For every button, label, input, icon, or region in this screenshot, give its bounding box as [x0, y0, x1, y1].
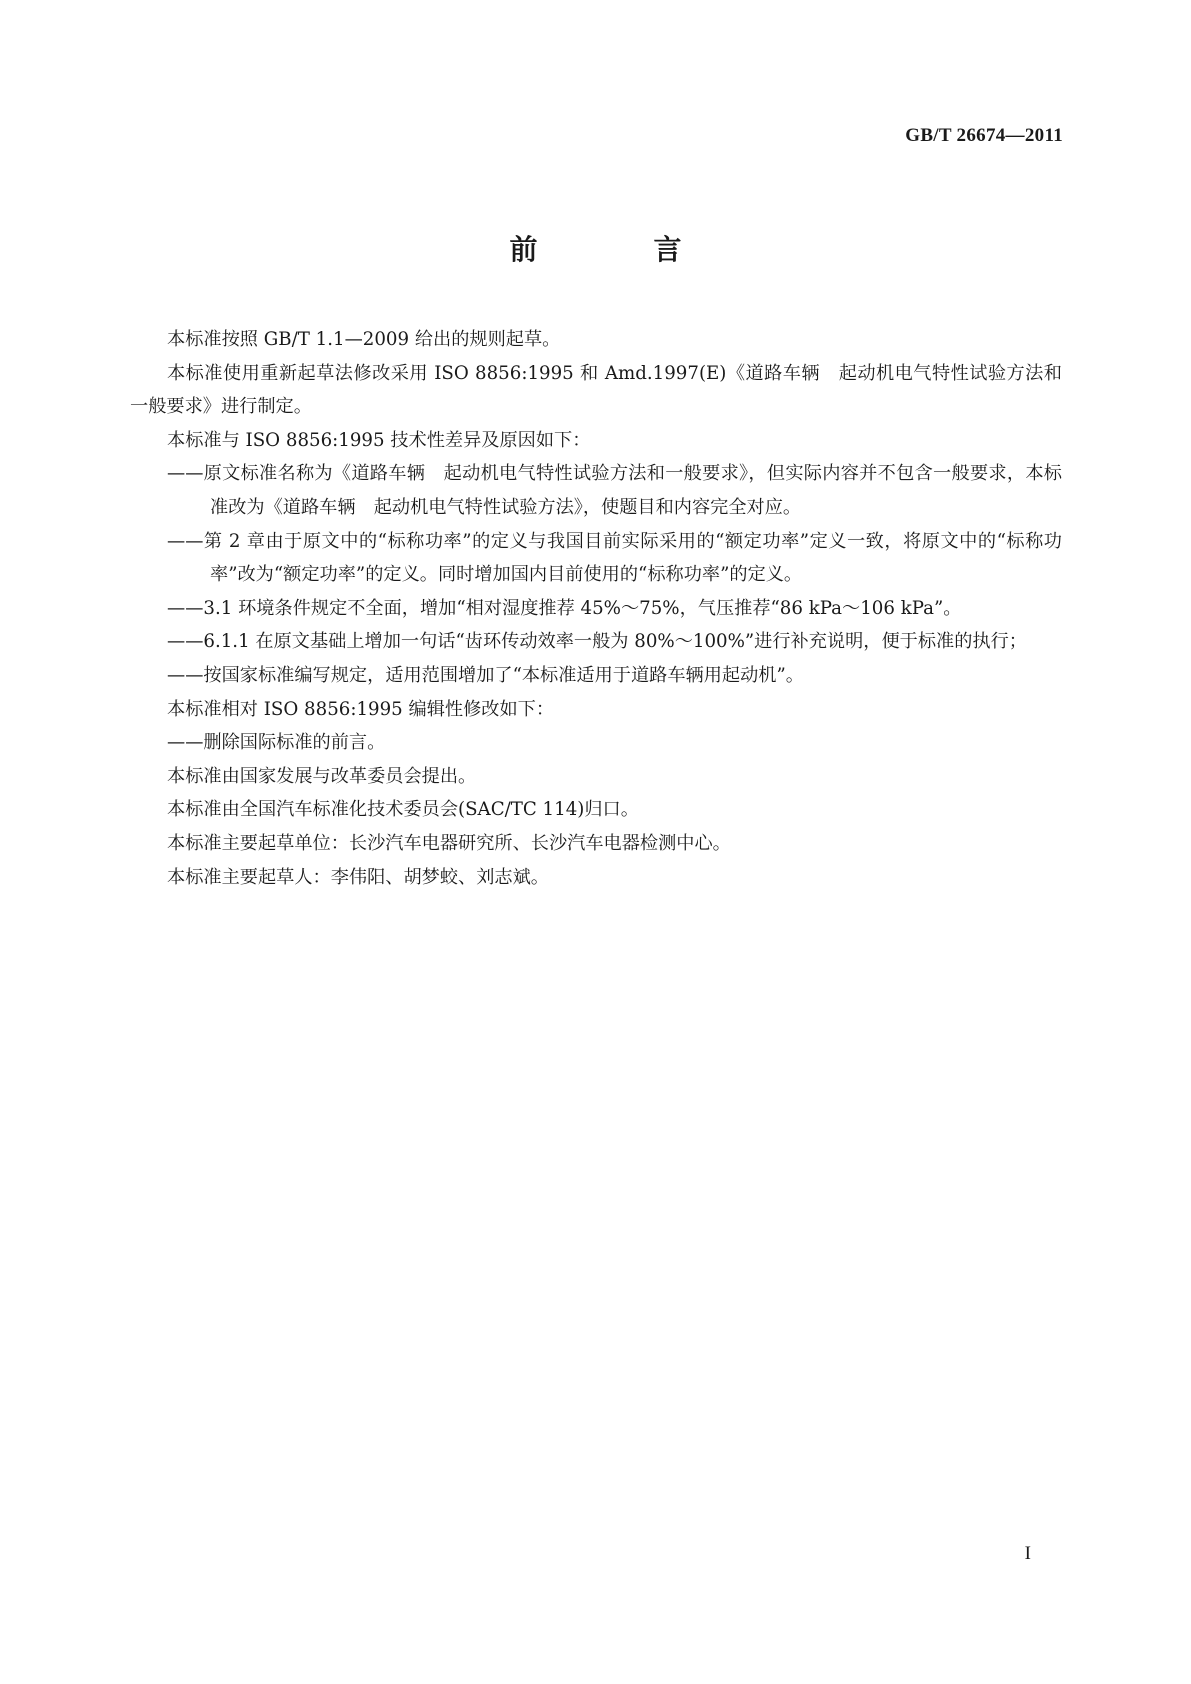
paragraph-editorial-changes: 本标准相对 ISO 8856:1995 编辑性修改如下： — [167, 698, 555, 720]
list-item-scope: ——按国家标准编写规定，适用范围增加了“本标准适用于道路车辆用起动机”。 — [167, 664, 804, 686]
paragraph-drafting-units: 本标准主要起草单位：长沙汽车电器研究所、长沙汽车电器检测中心。 — [167, 832, 731, 854]
paragraph-proposer: 本标准由国家发展与改革委员会提出。 — [167, 765, 477, 787]
list-item-section-3-1: ——3.1 环境条件规定不全面，增加“相对湿度推荐 45%～75%，气压推荐“86 kPa～106 kPa”。 — [167, 597, 962, 619]
list-item-remove-foreword: ——删除国际标准的前言。 — [167, 732, 386, 754]
foreword-body — [130, 323, 1062, 894]
paragraph-drafting-rules: 本标准按照 GB/T 1.1—2009 给出的规则起草。 — [167, 329, 561, 350]
list-item-chapter-2: ——第 2 章由于原文中的“标称功率”的定义与我国目前实际采用的“额定功率”定义一致，将原文中的“标称功率”改为“额定功率”的定义。同时增加国内目前使用的“标称功率”的定义。 — [167, 530, 1062, 586]
paragraph-committee: 本标准由全国汽车标准化技术委员会(SAC/TC 114)归口。 — [167, 799, 639, 821]
paragraph-adoption: 本标准使用重新起草法修改采用 ISO 8856:1995 和 Amd.1997(E)《道路车辆 起动机电气特性试验方法和一般要求》进行制定。 — [130, 362, 1062, 418]
standard-number: GB/T 26674—2011 — [905, 125, 1063, 146]
list-item-title-change: ——原文标准名称为《道路车辆 起动机电气特性试验方法和一般要求》，但实际内容并不包含一般要求，本标准改为《道路车辆 起动机电气特性试验方法》，使题目和内容完全对应。 — [167, 463, 1062, 518]
paragraph-technical-differences: 本标准与 ISO 8856:1995 技术性差异及原因如下： — [167, 429, 591, 451]
paragraph-drafters: 本标准主要起草人：李伟阳、胡梦蛟、刘志斌。 — [167, 866, 549, 888]
list-item-section-6-1-1: ——6.1.1 在原文基础上增加一句话“齿环传动效率一般为 80%～100%”进行补充说明，便于标准的执行； — [167, 631, 1027, 653]
page-number: I — [1024, 1543, 1031, 1564]
page-title: 前 言 — [509, 233, 726, 266]
